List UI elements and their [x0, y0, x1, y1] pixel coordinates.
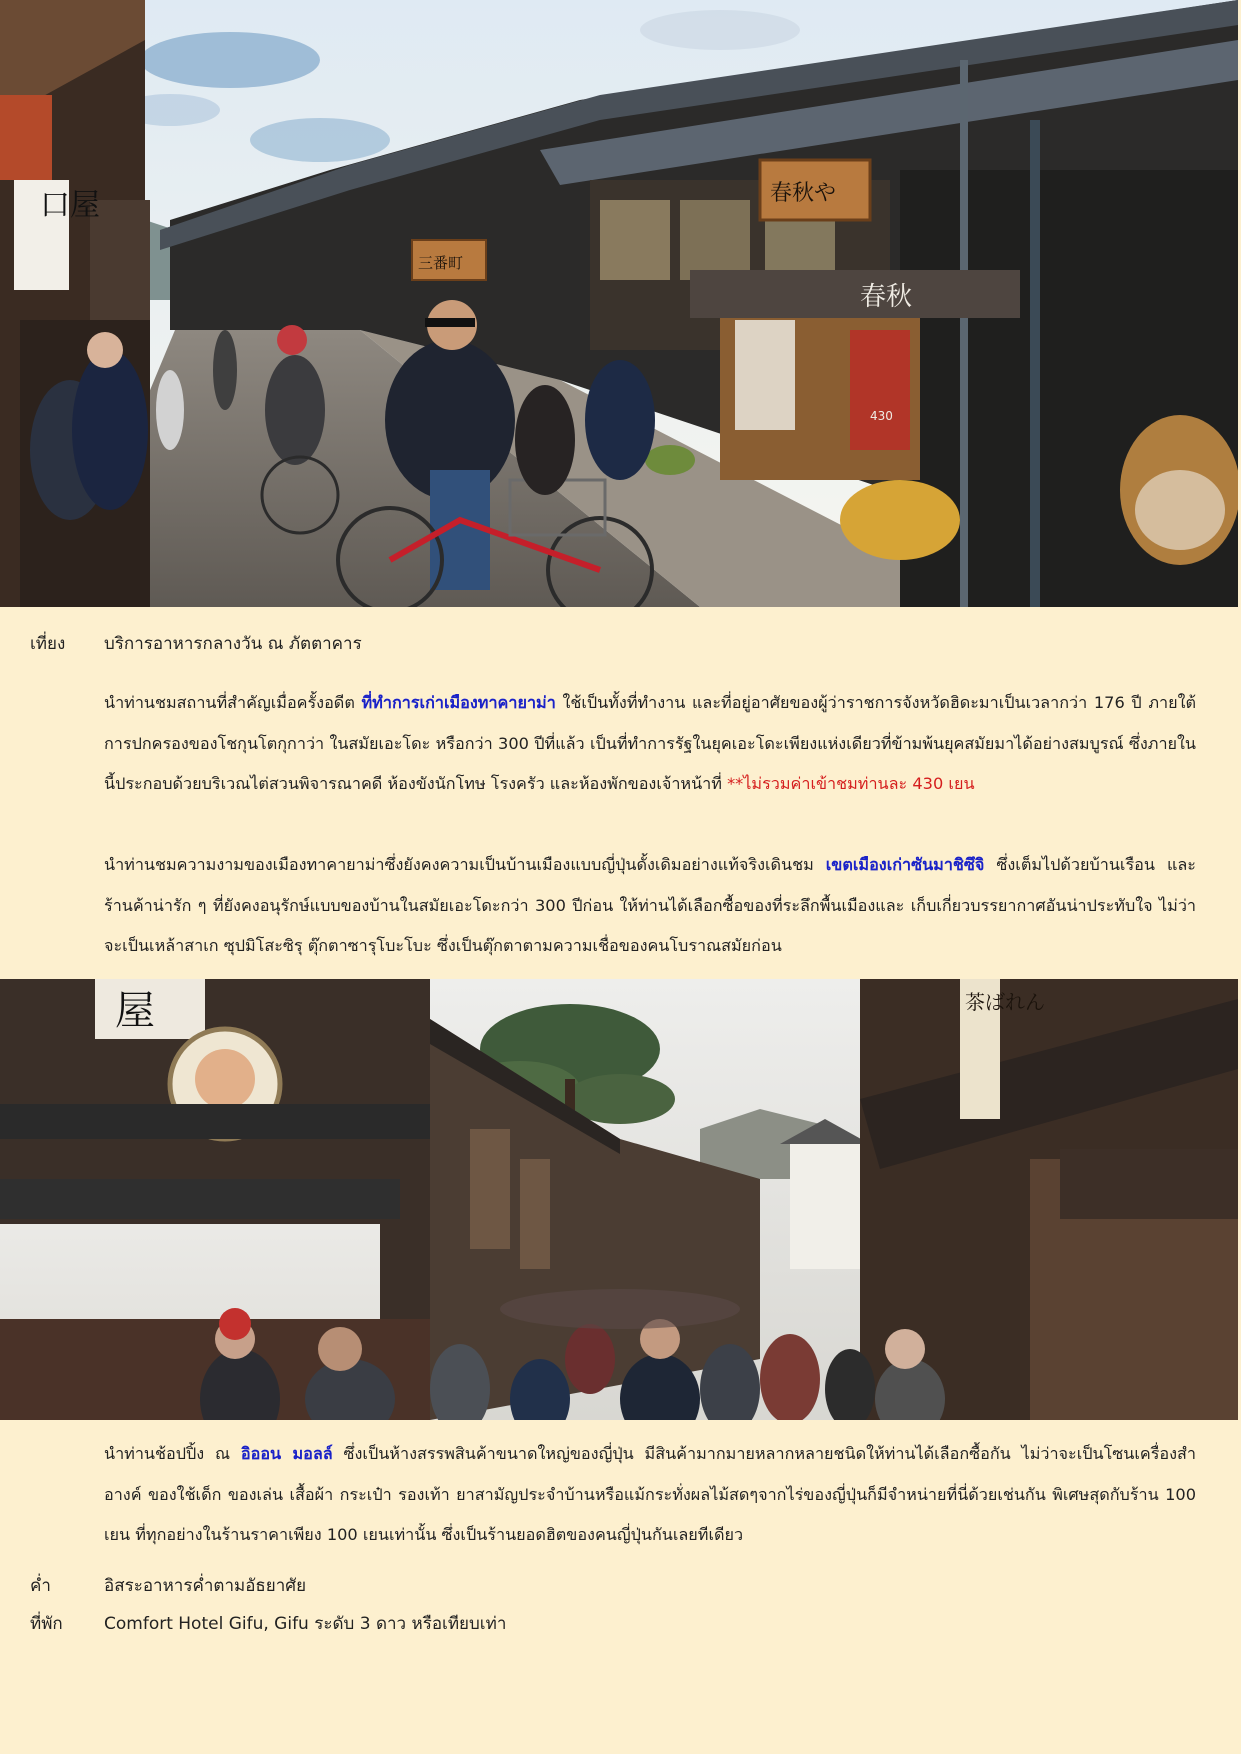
dinner-label: ค่ำ [30, 1576, 51, 1596]
lunch-text: บริการอาหารกลางวัน ณ ภัตตาคาร [104, 634, 362, 654]
para2-text-1: นำท่านชมความงามของเมืองทาคายาม่าซึ่งยังคงความเป็นบ้านเมืองแบบญี่ปุ่นดั้งเดิมอย่างแท้จริงเดินชม [104, 855, 826, 874]
para3-text-2: ซึ่งเป็นห้างสรรพสินค้าขนาดใหญ่ของญี่ปุ่น มีสินค้ามากมายหลากหลายชนิดให้ท่านได้เลือกซื้อกัน ไม่ว่าจะเป็นโซนเครื่องสำอางค์ ของใช้เด็ก ของเล่น เสื้อผ้า กระเป๋า รองเท้า ยาสามัญประจำบ้านหรือแม้กระทั่งผลไม้สดๆจากไร่ของญี่ปุ่นก็มีจำหน่ายที่นี่ด้วยเช่นกัน พิเศษสุดกับร้าน 100 เยน ที่ทุกอย่างในร้านราคาเพียง 100 เยนเท่านั้น ซึ่งเป็นร้านยอดฮิตของคนญี่ปุ่นกันเลยทีเดียว [104, 1444, 1196, 1544]
photo-old-town-crowd [0, 979, 1238, 1420]
photo-takayama-street-cyclists [0, 0, 1238, 607]
paragraph-sanmachi-suji [104, 845, 1196, 967]
hotel-text: Comfort Hotel Gifu, Gifu ระดับ 3 ดาว หรือเทียบเท่า [104, 1614, 507, 1634]
hotel-label: ที่พัก [30, 1614, 63, 1634]
bottom-sign-right: 茶ばれん [965, 990, 1045, 1014]
top-sign-right: 春秋や [770, 181, 837, 206]
para2-text-2: ซึ่งเต็มไปด้วยบ้านเรือน และร้านค้าน่ารัก ๆ ที่ยังคงอนุรักษ์แบบของบ้านในสมัยเอะโดะกว่า 300 ปีก่อน ให้ท่านได้เลือกซื้อของที่ระลึกพื้นเมืองและ เก็บเกี่ยวบรรยากาศอันน่าประทับใจ ไม่ว่าจะเป็นเหล้าสาเก ซุปมิโสะซิรุ ตุ๊กตาซารุโบะโบะ ซึ่งเป็นตุ๊กตาตามความเชื่อของคนโบราณสมัยก่อน [104, 855, 1196, 955]
para1-text-2: ใช้เป็นทั้งที่ทำงาน และที่อยู่อาศัยของผู้ว่าราชการจังหวัดฮิดะมาเป็นเวลากว่า 176 ปี ภายใต้การปกครองของโชกุนโตกุกาว่า ในสมัยเอะโดะ หรือกว่า 300 ปีที่แล้ว เป็นที่ทำการรัฐในยุคเอะโดะเพียงแห่งเดียวที่ข้ามพ้นยุคสมัยมาได้อย่างสมบูรณ์ ซึ่งภายในนี้ประกอบด้วยบริเวณไต่สวนพิจารณาคดี ห้องขังนักโทษ โรงครัว และห้องพักของเจ้าหน้าที่ [104, 693, 1197, 793]
highlight-sanmachi-suji: เขตเมืองเก่าซันมาชิซึจิ [825, 855, 985, 874]
top-sign-center: 三番町 [418, 254, 464, 272]
para3-text-1: นำท่านช้อปปิ้ง ณ [104, 1444, 241, 1463]
dinner-text: อิสระอาหารค่ำตามอัธยาศัย [104, 1576, 307, 1596]
paragraph-aeon-mall [104, 1434, 1196, 1556]
admission-fee-note: **ไม่รวมค่าเข้าชมท่านละ 430 เยน [727, 774, 975, 793]
bottom-sign-left: 屋 [115, 988, 155, 1034]
paragraph-takayama-jinya [104, 683, 1196, 845]
lunch-label: เที่ยง [30, 634, 66, 654]
para1-text-1: นำท่านชมสถานที่สำคัญเมื่อครั้งอดีต [104, 693, 362, 712]
highlight-aeon-mall: อิออน มอลล์ [240, 1444, 333, 1463]
top-price-tag: 430 [870, 409, 893, 423]
highlight-takayama-jinya: ที่ทำการเก่าเมืองทาคายาม่า [361, 693, 556, 712]
top-noren: 春秋 [860, 282, 913, 312]
top-sign-left: 口屋 [40, 188, 100, 223]
